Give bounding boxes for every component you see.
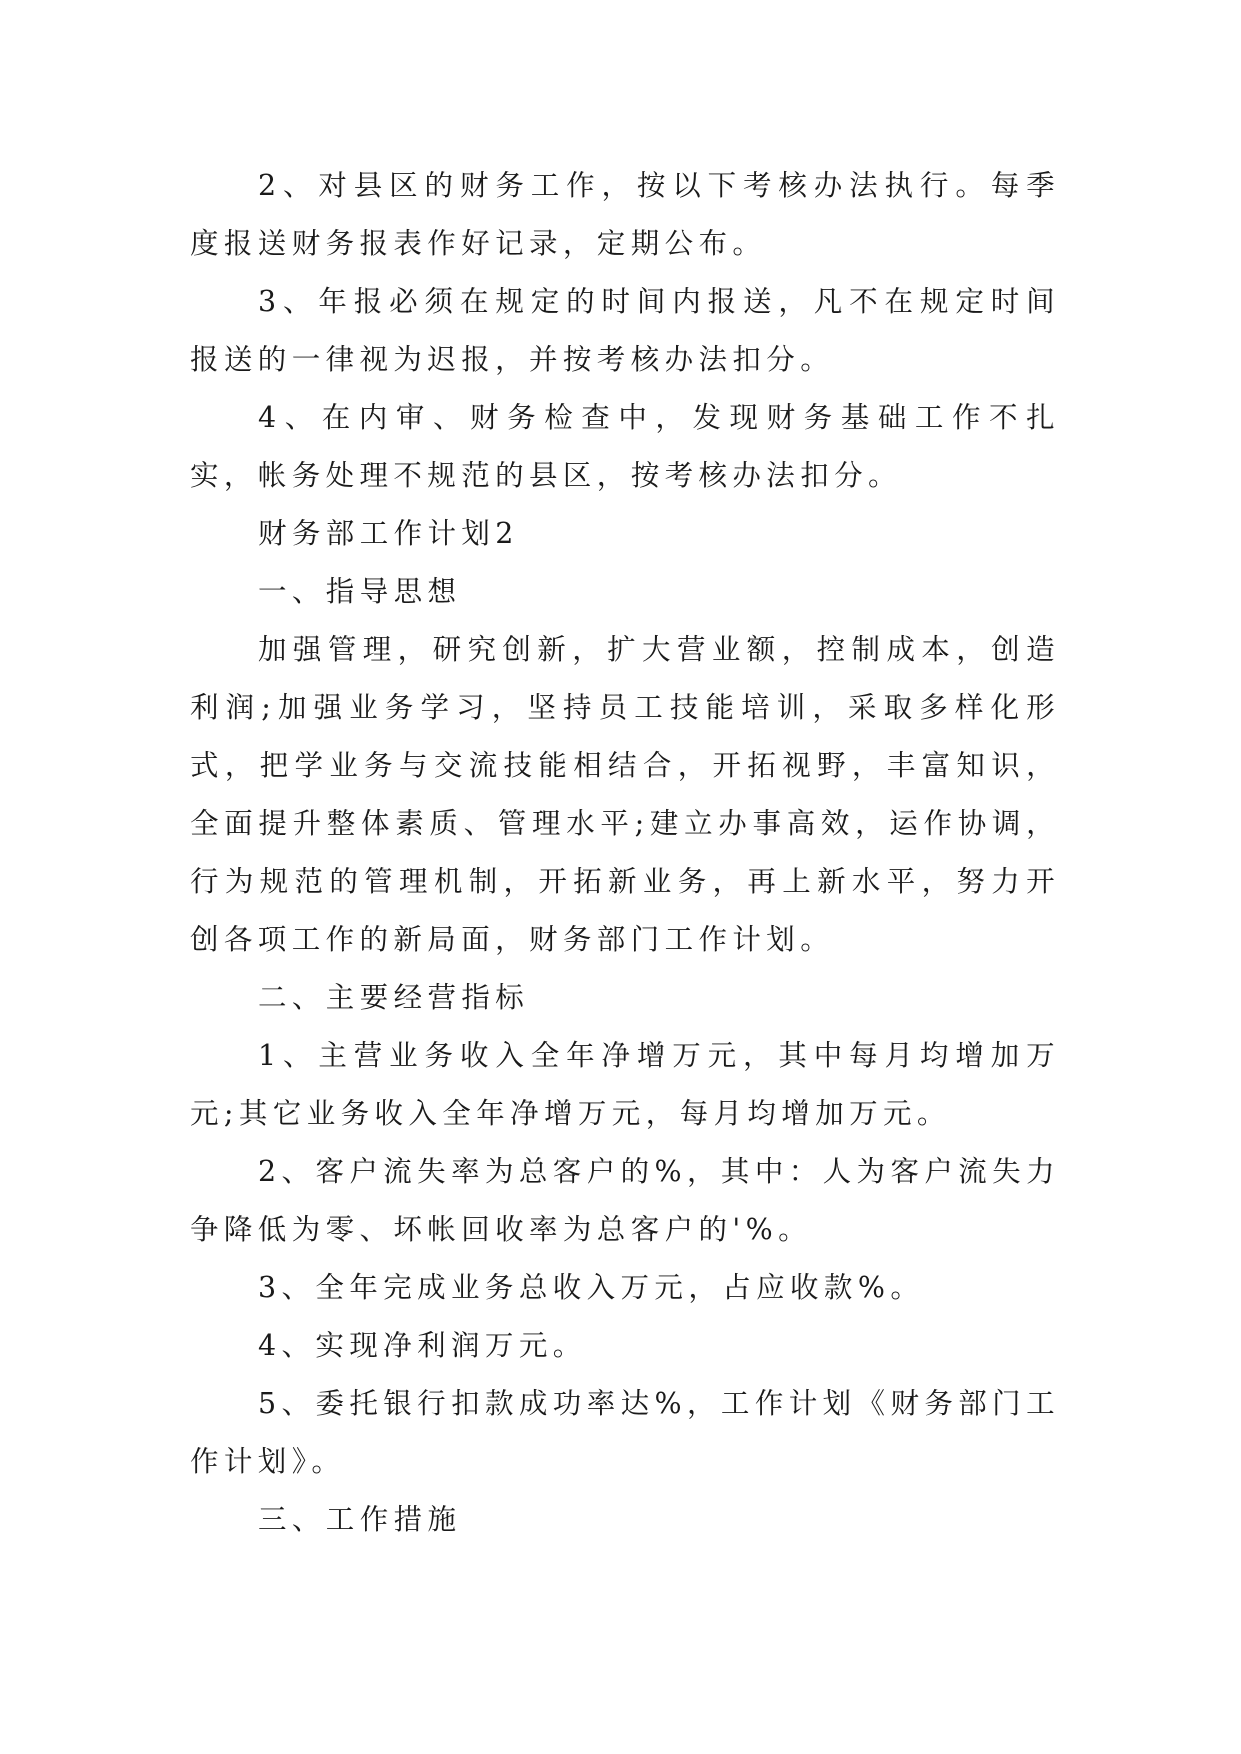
document-body [190,157,1060,1549]
paragraph-guiding-ideology: 加强管理，研究创新，扩大营业额，控制成本，创造利润;加强业务学习，坚持员工技能培训，采取多样化形式，把学业务与交流技能相结合，开拓视野，丰富知识，全面提升整体素质、管理水平;建立办事高效，运作协调，行为规范的管理机制，开拓新业务，再上新水平，努力开创各项工作的新局面，财务部门工作计划。 [190,633,1060,956]
heading-work-measures: 三、工作措施 [258,1503,462,1536]
indicator-item-1: 1、主营业务收入全年净增万元，其中每月均增加万元;其它业务收入全年净增万元，每月均增加万元。 [190,1039,1060,1130]
indicator-item-2: 2、客户流失率为总客户的%，其中：人为客户流失力争降低为零、坏帐回收率为总客户的'%。 [190,1155,1060,1246]
section-title: 财务部工作计划2 [258,517,519,550]
indicator-item-3: 3、全年完成业务总收入万元，占应收款%。 [258,1271,925,1304]
paragraph-item-4: 4、在内审、财务检查中，发现财务基础工作不扎实，帐务处理不规范的县区，按考核办法扣分。 [190,401,1060,492]
indicator-item-4: 4、实现净利润万元。 [258,1329,587,1362]
heading-main-indicators: 二、主要经营指标 [258,981,530,1014]
heading-guiding-ideology: 一、指导思想 [258,575,462,608]
indicator-item-5: 5、委托银行扣款成功率达%，工作计划《财务部门工作计划》。 [190,1387,1060,1478]
paragraph-item-3: 3、年报必须在规定的时间内报送，凡不在规定时间报送的一律视为迟报，并按考核办法扣分。 [190,285,1060,376]
paragraph-item-2: 2、对县区的财务工作，按以下考核办法执行。每季度报送财务报表作好记录，定期公布。 [190,169,1060,260]
